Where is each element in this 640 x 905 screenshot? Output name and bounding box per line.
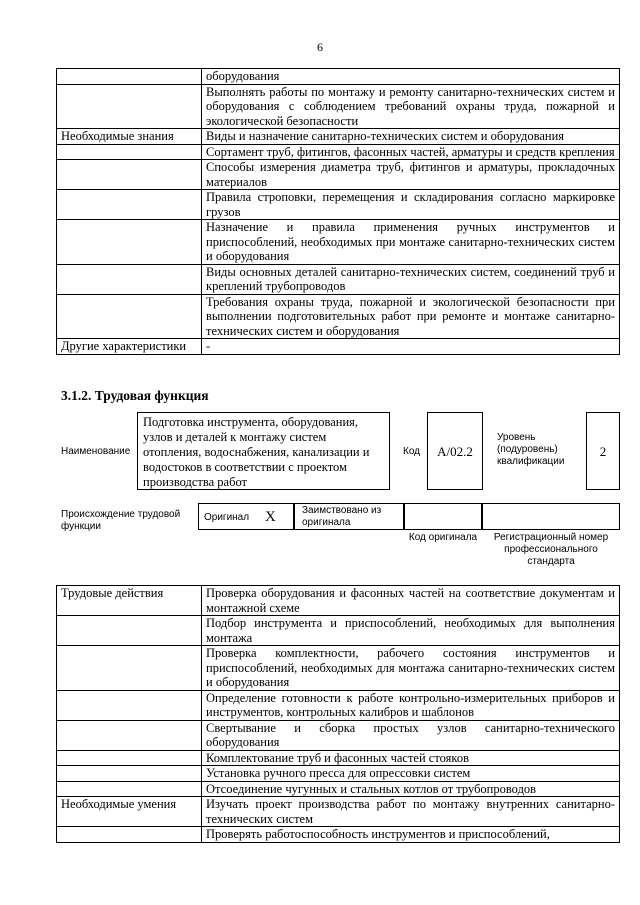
table-row <box>57 84 620 129</box>
name-label: Наименование <box>61 446 131 457</box>
row-label <box>57 264 202 294</box>
row-text: Определение готовности к работе контрольно-измерительных приборов и инструментов, контрольных калибров и шаблонов <box>202 690 620 720</box>
row-text: Проверка оборудования и фасонных частей на соответствие документам и монтажной схеме <box>202 586 620 616</box>
reg-number-label: Регистрационный номер профессионального стандарта <box>493 532 609 567</box>
row-label: Трудовые действия <box>57 586 202 616</box>
row-label: Другие характеристики <box>57 339 202 355</box>
row-text: Свертывание и сборка простых узлов санитарно-технического оборудования <box>202 720 620 750</box>
row-label <box>57 220 202 265</box>
row-text: Назначение и правила применения ручных инструментов и приспособлений, необходимых при монтаже санитарно-технических систем и оборудования <box>202 220 620 265</box>
row-text: Проверка комплектности, рабочего состояния инструментов и приспособлений, необходимых для монтажа санитарно-технических систем и оборудования <box>202 646 620 691</box>
row-text: Отсоединение чугунных и стальных котлов от трубопроводов <box>202 781 620 797</box>
row-text: Подбор инструмента и приспособлений, необходимых для выполнения монтажа <box>202 616 620 646</box>
row-label <box>57 144 202 160</box>
row-text: Сортамент труб, фитингов, фасонных частей, арматуры и средств крепления <box>202 144 620 160</box>
table-row <box>57 129 620 145</box>
table-row <box>57 616 620 646</box>
row-label <box>57 190 202 220</box>
row-text: оборудования <box>202 69 620 85</box>
table-row <box>57 339 620 355</box>
original-box <box>198 503 294 530</box>
table-row <box>57 69 620 85</box>
table-row <box>57 586 620 616</box>
row-label <box>57 69 202 85</box>
row-text: Выполнять работы по монтажу и ремонту санитарно-технических систем и оборудования с соблюдением требований охраны труда, пожарной и экологической безопасности <box>202 84 620 129</box>
row-text: Комплектование труб и фасонных частей стояков <box>202 750 620 766</box>
table-row <box>57 690 620 720</box>
row-text: Виды и назначение санитарно-технических систем и оборудования <box>202 129 620 145</box>
origin-label: Происхождение трудовой функции <box>61 509 181 532</box>
row-text: Проверять работоспособность инструментов и приспособлений, <box>202 827 620 843</box>
row-label <box>57 646 202 691</box>
level-box <box>586 412 620 490</box>
knowledge-table <box>56 68 620 355</box>
table-row <box>57 720 620 750</box>
code-original-label: Код оригинала <box>408 532 478 543</box>
table-row <box>57 190 620 220</box>
table-row <box>57 144 620 160</box>
row-label: Необходимые знания <box>57 129 202 145</box>
row-label <box>57 690 202 720</box>
row-text: Требования охраны труда, пожарной и экологической безопасности при выполнении подготовительных работ при ремонте и монтаже санитарно-технических систем и оборудования <box>202 294 620 339</box>
function-name: Подготовка инструмента, оборудования, узлов и деталей к монтажу систем отопления, водоснабжения, канализации и водостоков в соответствии с проектом производства работ <box>143 415 370 489</box>
table-row <box>57 797 620 827</box>
borrowed-label: Заимствовано из оригинала <box>302 505 382 528</box>
actions-table <box>56 585 620 843</box>
table-row <box>57 750 620 766</box>
table-row <box>57 294 620 339</box>
table-row <box>57 160 620 190</box>
row-text: Установка ручного пресса для опрессовки систем <box>202 766 620 782</box>
row-label <box>57 294 202 339</box>
code-value: А/02.2 <box>437 444 473 459</box>
original-label: Оригинал <box>204 512 250 523</box>
table-row <box>57 827 620 843</box>
row-label <box>57 720 202 750</box>
table-row <box>57 766 620 782</box>
row-text: - <box>202 339 620 355</box>
row-label <box>57 160 202 190</box>
code-original-box <box>404 503 482 530</box>
table-row <box>57 220 620 265</box>
section-heading: 3.1.2. Трудовая функция <box>61 388 209 403</box>
reg-number-box <box>482 503 620 530</box>
row-text: Правила строповки, перемещения и складирования согласно маркировке грузов <box>202 190 620 220</box>
row-label <box>57 750 202 766</box>
page-number: 6 <box>317 40 323 54</box>
borrowed-box <box>294 503 404 530</box>
code-label: Код <box>403 446 421 457</box>
original-mark: X <box>265 509 276 525</box>
row-label <box>57 766 202 782</box>
row-label <box>57 616 202 646</box>
level-value: 2 <box>599 444 607 459</box>
level-label: Уровень (подуровень) квалификации <box>497 432 565 467</box>
row-text: Изучать проект производства работ по монтажу внутренних санитарно-технических систем <box>202 797 620 827</box>
row-text: Виды основных деталей санитарно-технических систем, соединений труб и креплений трубопроводов <box>202 264 620 294</box>
row-label <box>57 84 202 129</box>
table-row <box>57 781 620 797</box>
table-row <box>57 264 620 294</box>
row-label <box>57 781 202 797</box>
row-text: Способы измерения диаметра труб, фитингов и арматуры, прокладочных материалов <box>202 160 620 190</box>
row-label <box>57 827 202 843</box>
name-box <box>137 412 390 490</box>
code-box <box>427 412 483 490</box>
row-label: Необходимые умения <box>57 797 202 827</box>
table-row <box>57 646 620 691</box>
